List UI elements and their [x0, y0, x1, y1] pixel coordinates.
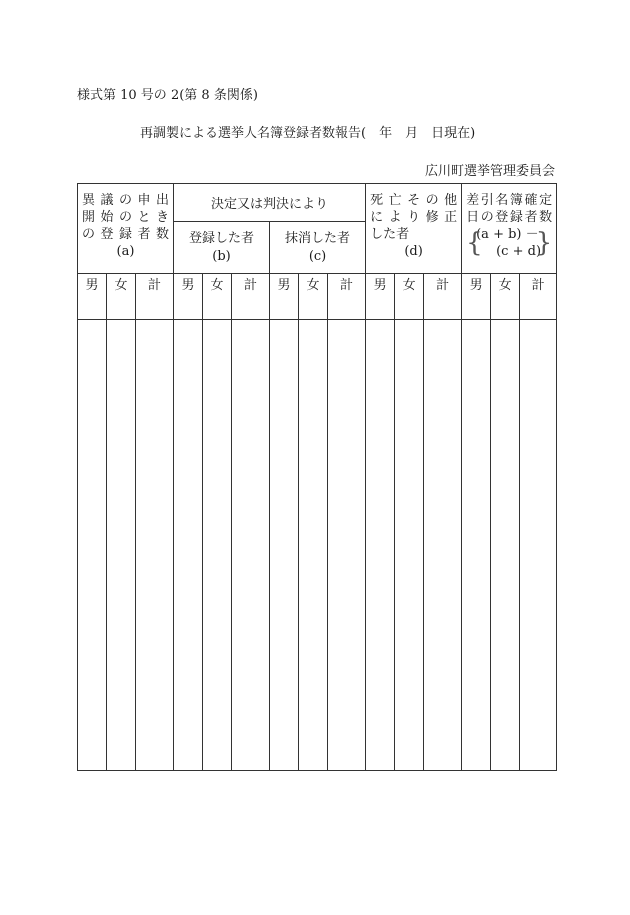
e-female-value[interactable] — [491, 320, 520, 771]
e-male-label: 男 — [462, 274, 491, 320]
header-net-registered — [462, 184, 557, 274]
c-female-label: 女 — [299, 274, 328, 320]
d-total-value[interactable] — [424, 320, 462, 771]
d-total-label: 計 — [424, 274, 462, 320]
header-e-formula-2: (c + d) — [496, 244, 542, 259]
b-total-label: 計 — [232, 274, 270, 320]
a-female-label: 女 — [107, 274, 136, 320]
header-d-code: (d) — [404, 244, 423, 259]
a-total-value[interactable] — [136, 320, 174, 771]
header-d-line-1: 死亡その他 — [370, 193, 458, 208]
a-female-value[interactable] — [107, 320, 136, 771]
d-male-label: 男 — [366, 274, 395, 320]
header-b-label: 登録した者 — [189, 231, 255, 246]
a-total-label: 計 — [136, 274, 174, 320]
report-table — [77, 183, 557, 771]
a-male-label: 男 — [78, 274, 107, 320]
header-registered-at-objection — [78, 184, 174, 274]
c-total-label: 計 — [328, 274, 366, 320]
header-registered — [174, 222, 270, 274]
header-decision-group: 決定又は判決により — [174, 184, 366, 222]
header-a-line-2: 開始のとき — [82, 210, 170, 225]
header-deleted — [270, 222, 366, 274]
b-total-value[interactable] — [232, 320, 270, 771]
header-a-line-1: 異議の申出 — [82, 193, 170, 208]
report-title: 再調製による選挙人名簿登録者数報告( 年 月 日現在) — [140, 126, 476, 141]
header-e-line-1: 差引名簿確定 — [466, 193, 553, 208]
form-number: 様式第 10 号の 2(第 8 条関係) — [77, 88, 258, 103]
e-female-label: 女 — [491, 274, 520, 320]
header-b-code: (b) — [212, 249, 231, 264]
b-male-value[interactable] — [174, 320, 203, 771]
d-female-label: 女 — [395, 274, 424, 320]
e-male-value[interactable] — [462, 320, 491, 771]
e-total-label: 計 — [520, 274, 557, 320]
d-female-value[interactable] — [395, 320, 424, 771]
c-female-value[interactable] — [299, 320, 328, 771]
b-male-label: 男 — [174, 274, 203, 320]
c-total-value[interactable] — [328, 320, 366, 771]
header-corrected — [366, 184, 462, 274]
header-c-label: 抹消した者 — [285, 231, 351, 246]
header-d-line-3: した者 — [370, 227, 410, 242]
header-a-code: (a) — [116, 244, 135, 259]
header-a-line-3: の登録者数 — [82, 227, 170, 242]
header-e-line-2: 日の登録者数 — [466, 210, 553, 225]
header-c-code: (c) — [308, 249, 327, 264]
c-male-value[interactable] — [270, 320, 299, 771]
right-brace-icon: } — [535, 228, 553, 258]
committee-name: 広川町選挙管理委員会 — [424, 164, 555, 179]
d-male-value[interactable] — [366, 320, 395, 771]
b-female-label: 女 — [203, 274, 232, 320]
header-e-formula — [466, 226, 552, 260]
left-brace-icon: { — [466, 228, 483, 258]
e-total-value[interactable] — [520, 320, 557, 771]
header-d-line-2: により修正 — [370, 210, 458, 225]
b-female-value[interactable] — [203, 320, 232, 771]
a-male-value[interactable] — [78, 320, 107, 771]
header-e-formula-1: (a + b) － — [476, 227, 539, 242]
c-male-label: 男 — [270, 274, 299, 320]
